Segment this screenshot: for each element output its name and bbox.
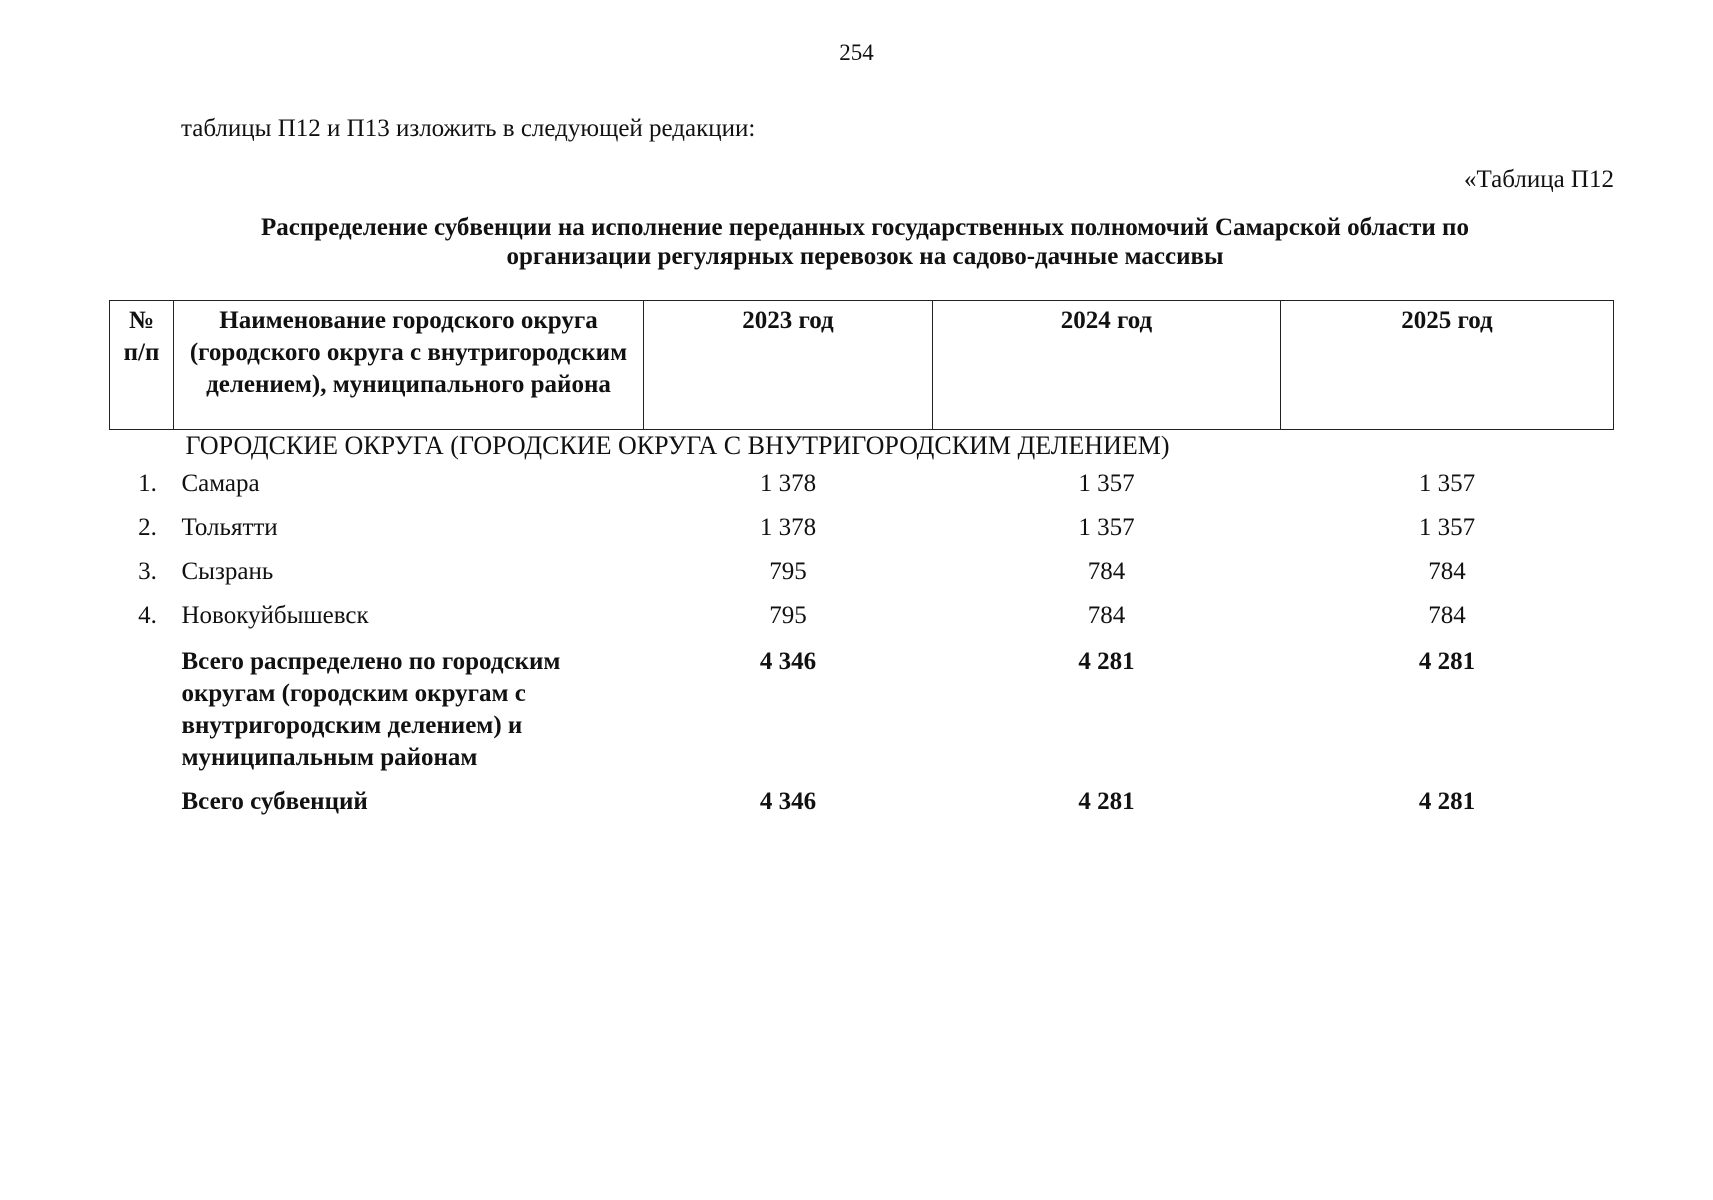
header-2024: 2024 год bbox=[933, 301, 1281, 430]
table-header-row bbox=[110, 301, 1614, 430]
row-num: 2. bbox=[138, 514, 157, 541]
total-subventions-row bbox=[110, 786, 1614, 818]
row-num: 4. bbox=[138, 602, 157, 629]
row-2023: 1 378 bbox=[759, 470, 817, 497]
row-2024: 1 357 bbox=[1078, 514, 1135, 541]
table-row bbox=[110, 466, 1614, 510]
row-2025: 784 bbox=[1428, 602, 1466, 629]
row-num: 1. bbox=[138, 470, 157, 497]
section-row bbox=[110, 430, 1614, 467]
document-title bbox=[160, 213, 1570, 271]
table-row bbox=[110, 510, 1614, 554]
total-subventions-2025: 4 281 bbox=[1418, 788, 1476, 815]
title-line-1: Распределение субвенции на исполнение переданных государственных полномочий Самарской области по bbox=[261, 214, 1469, 241]
row-2023: 795 bbox=[769, 558, 807, 585]
row-2025: 1 357 bbox=[1418, 470, 1476, 497]
total-subventions-label: Всего субвенций bbox=[181, 788, 368, 815]
total-distributed-row bbox=[110, 642, 1614, 786]
header-2023: 2023 год bbox=[644, 301, 933, 430]
row-2024: 784 bbox=[1087, 558, 1126, 585]
row-name: Сызрань bbox=[181, 558, 274, 585]
row-name: Новокуйбышевск bbox=[181, 602, 369, 629]
total-distributed-2025: 4 281 bbox=[1418, 648, 1476, 675]
row-2024: 1 357 bbox=[1078, 470, 1135, 497]
row-2025: 1 357 bbox=[1418, 514, 1476, 541]
table-row bbox=[110, 554, 1614, 598]
header-2025: 2025 год bbox=[1281, 301, 1614, 430]
table-row bbox=[110, 598, 1614, 642]
total-distributed-2024: 4 281 bbox=[1078, 648, 1135, 675]
row-name: Самара bbox=[181, 470, 260, 497]
row-2025: 784 bbox=[1428, 558, 1466, 585]
table-label: «Таблица П12 bbox=[1464, 166, 1614, 193]
total-distributed-2023: 4 346 bbox=[759, 648, 817, 675]
intro-text: таблицы П12 и П13 изложить в следующей редакции: bbox=[181, 115, 756, 142]
row-2023: 795 bbox=[769, 602, 807, 629]
row-name: Тольятти bbox=[181, 514, 278, 541]
header-num: № п/п bbox=[110, 301, 174, 430]
header-name: Наименование городского округа (городского округа с внутригородским делением), муниципального района bbox=[174, 301, 644, 430]
title-line-2: организации регулярных перевозок на садово-дачные массивы bbox=[506, 243, 1224, 270]
row-num: 3. bbox=[138, 558, 157, 585]
total-distributed-label: Всего распределено по городским округам (городским округам с внутригородским делением) и муниципальным районам bbox=[181, 648, 561, 771]
row-2024: 784 bbox=[1087, 602, 1126, 629]
total-subventions-2024: 4 281 bbox=[1078, 788, 1135, 815]
row-2023: 1 378 bbox=[759, 514, 817, 541]
page-number: 254 bbox=[839, 40, 874, 65]
subvention-table bbox=[109, 300, 1614, 818]
section-title: ГОРОДСКИЕ ОКРУГА (ГОРОДСКИЕ ОКРУГА С ВНУТРИГОРОДСКИМ ДЕЛЕНИЕМ) bbox=[185, 431, 1170, 460]
total-subventions-2023: 4 346 bbox=[759, 788, 817, 815]
